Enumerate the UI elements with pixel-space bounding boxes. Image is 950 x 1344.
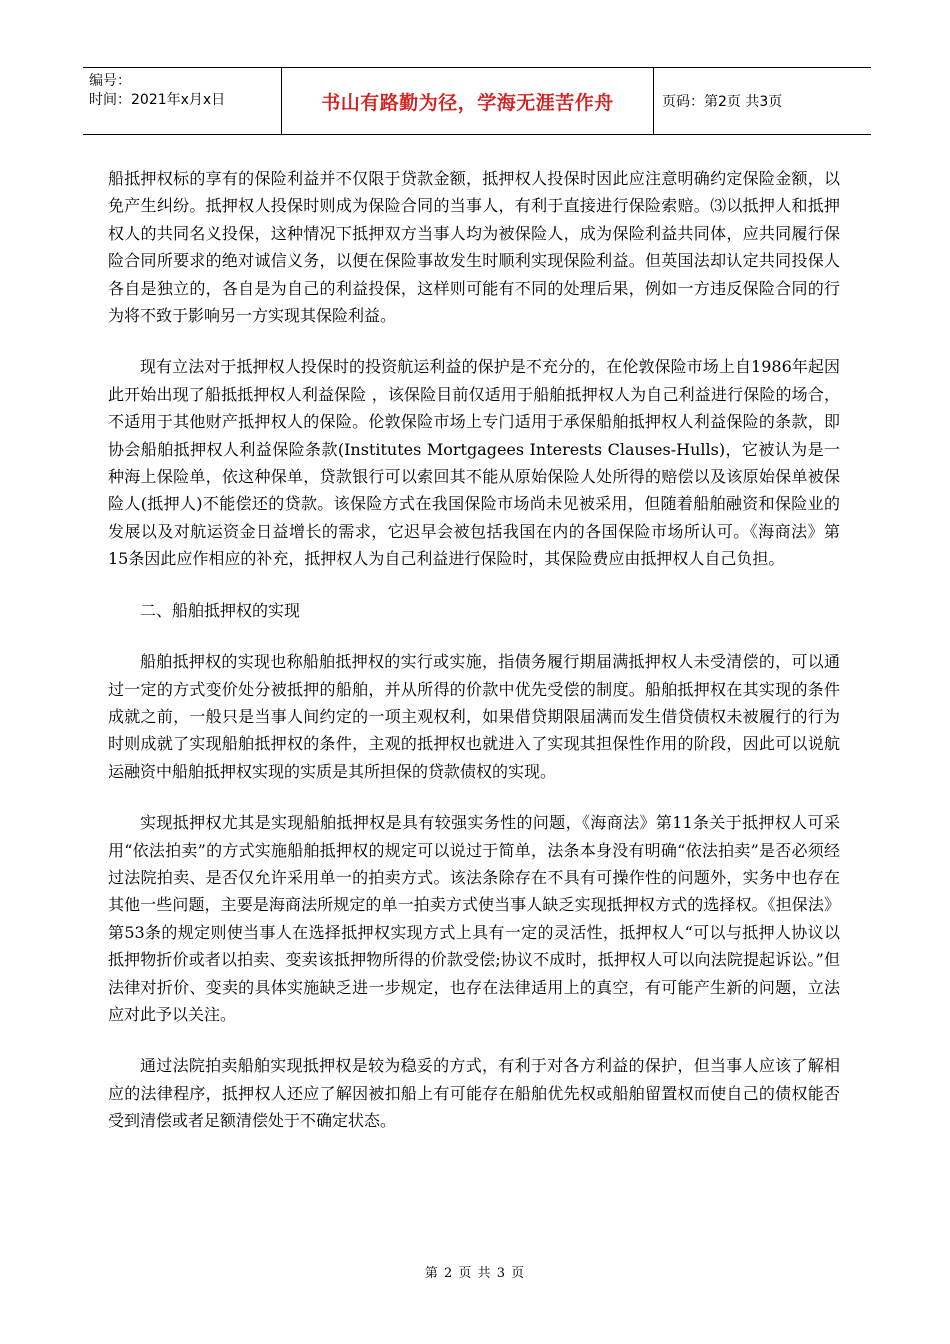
header-meta xyxy=(83,68,282,134)
paragraph: 船抵押权标的享有的保险利益并不仅限于贷款金额，抵押权人投保时因此应注意明确约定保险金额，以免产生纠纷。抵押权人投保时则成为保险合同的当事人，有利于直接进行保险索赔。⑶以抵押人和抵押权人的共同名义投保，这种情况下抵押双方当事人均为被保险人，成为保险利益共同体，应共同履行保险合同所要求的绝对诚信义务，以便在保险事故发生时顺利实现保险利益。但英国法却认定共同投保人各自是独立的，各自是为自己的利益投保，这样则可能有不同的处理后果，例如一方违反保险合同的行为将不致于影响另一方实现其保险利益。 xyxy=(108,169,840,326)
paragraph: 船舶抵押权的实现也称船舶抵押权的实行或实施，指债务履行期届满抵押权人未受清偿的，可以通过一定的方式变价处分被抵押的船舶，并从所得的价款中优先受偿的制度。船舶抵押权在其实现的条件成就之前，一般只是当事人间约定的一项主观权利，如果借贷期限届满而发生借贷债权未被履行的行为时则成就了实现船舶抵押权的条件，主观的抵押权也就进入了实现其担保性作用的阶段，因此可以说航运融资中船舶抵押权实现的实质是其所担保的贷款债权的实现。 xyxy=(108,652,840,781)
page-header xyxy=(83,67,871,135)
header-page-label: 页码：第2页 共3页 xyxy=(662,94,783,110)
paragraph: 现有立法对于抵押权人投保时的投资航运利益的保护是不充分的，在伦敦保险市场上自1986年起因此开始出现了船抵抵押权人利益保险 ，该保险目前仅适用于船舶抵押权人为自己利益进行保险的场合，不适用于其他财产抵押权人的保险。伦敦保险市场上专门适用于承保船舶抵押权人利益保险的条款，即协会船舶抵押权人利益保险条款(Institutes Mortgagees Interests Clauses-Hulls)，它被认为是一种海上保险单，依这种保单，贷款银行可以索回其不能从原始保险人处所得的赔偿以及该原始保单被保险人(抵押人)不能偿还的贷款。该保险方式在我国保险市场尚未见被采用，但随着船舶融资和保险业的发展以及对航运资金日益增长的需求，它迟早会被包括我国在内的各国保险市场所认可。《海商法》第15条因此应作相应的补充，抵押权人为自己利益进行保险时，其保险费应由抵押权人自己负担。 xyxy=(108,357,840,569)
document-time-label: 时间：2021年x月x日 xyxy=(89,92,226,108)
paragraph: 通过法院拍卖船舶实现抵押权是较为稳妥的方式，有利于对各方利益的保护，但当事人应该了解相应的法律程序，抵押权人还应了解因被扣船上有可能存在船舶优先权或船舶留置权而使自己的债权能否受到清偿或者足额清偿处于不确定状态。 xyxy=(108,1056,840,1131)
header-motto: 书山有路勤为径，学海无涯苦作舟 xyxy=(282,68,654,134)
page-footer: 第 2 页 共 3 页 xyxy=(424,1266,526,1281)
document-number-label: 编号： xyxy=(89,73,131,89)
paragraph: 实现抵押权尤其是实现船舶抵押权是具有较强实务性的问题，《海商法》第11条关于抵押权人可采用“依法拍卖”的方式实施船舶抵押权的规定可以说过于简单，法条本身没有明确“依法拍卖”是否必须经过法院拍卖、是否仅允许采用单一的拍卖方式。该法条除存在不具有可操作性的问题外，实务中也存在其他一些问题，主要是海商法所规定的单一拍卖方式使当事人缺乏实现抵押权方式的选择权。《担保法》第53条的规定则使当事人在选择抵押权实现方式上具有一定的灵活性，抵押权人“可以与抵押人协议以抵押物折价或者以拍卖、变卖该抵押物所得的价款受偿;协议不成时，抵押权人可以向法院提起诉讼。”但法律对折价、变卖的具体实施缺乏进一步规定，也存在法律适用上的真空，有可能产生新的问题，立法应对此予以关注。 xyxy=(108,813,840,1024)
section-heading: 二、船舶抵押权的实现 xyxy=(140,600,301,620)
document-body xyxy=(108,165,840,1159)
